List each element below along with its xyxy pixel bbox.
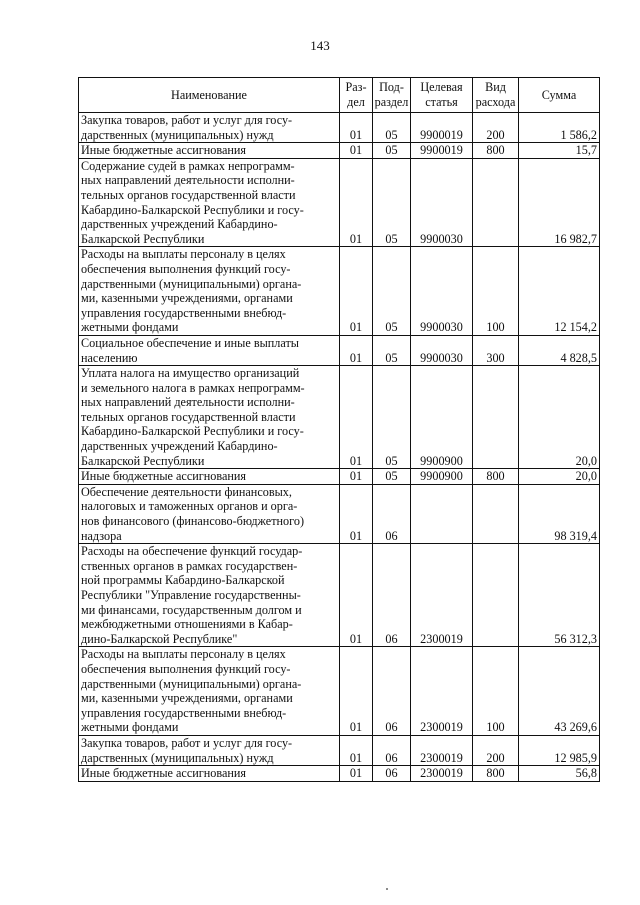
cell-expense-type: 100 <box>473 247 519 336</box>
cell-name-line: Расходы на выплаты персоналу в целях <box>81 647 286 662</box>
cell-expense-type <box>473 158 519 247</box>
cell-name-line: нов финансового (финансово-бюджетного) <box>81 514 304 529</box>
cell-name-line: дарственных (муниципальных) нужд <box>81 127 274 142</box>
cell-section: 01 <box>340 366 373 469</box>
header-subsection-line2: раздел <box>374 95 409 109</box>
cell-expense-type: 300 <box>473 335 519 365</box>
cell-target: 2300019 <box>411 735 473 765</box>
cell-name-line: обеспечения выполнения функций госу- <box>81 261 291 276</box>
cell-name-line: управления государственными внебюд- <box>81 705 287 720</box>
cell-subsection: 05 <box>373 143 411 159</box>
cell-amount: 20,0 <box>519 469 600 485</box>
cell-section: 01 <box>340 766 373 782</box>
cell-name-line: Республики "Управление государственны- <box>81 588 301 602</box>
cell-name-line: ми, казенными учреждениями, органами <box>81 291 293 306</box>
cell-name <box>79 158 340 247</box>
cell-name-line: и земельного налога в рамках непрограмм- <box>81 380 305 395</box>
cell-name-line: Кабардино-Балкарской Республики и госу- <box>81 202 304 217</box>
cell-expense-type: 100 <box>473 647 519 736</box>
cell-name-line: Иные бюджетные ассигнования <box>81 143 247 158</box>
header-subsection-line1: Под- <box>379 80 404 94</box>
cell-section: 01 <box>340 113 373 143</box>
table-row <box>79 335 600 365</box>
cell-name-line: ми, казенными учреждениями, органами <box>81 691 293 706</box>
header-expense-type-line2: расхода <box>475 95 516 109</box>
cell-name-line: Балкарской Республики <box>81 231 205 246</box>
cell-name-line: Иные бюджетные ассигнования <box>81 469 247 484</box>
cell-name-line: жетными фондами <box>81 320 179 335</box>
header-expense-type-line1: Вид <box>485 80 506 94</box>
cell-target: 2300019 <box>411 544 473 647</box>
cell-subsection: 05 <box>373 247 411 336</box>
cell-name-line: дарственными (муниципальными) органа- <box>81 276 302 291</box>
cell-name <box>79 247 340 336</box>
cell-section: 01 <box>340 335 373 365</box>
cell-expense-type <box>473 366 519 469</box>
header-amount: Сумма <box>519 78 600 113</box>
cell-target: 2300019 <box>411 647 473 736</box>
cell-section: 01 <box>340 158 373 247</box>
cell-subsection: 05 <box>373 366 411 469</box>
cell-name-line: Содержание судей в рамках непрограмм- <box>81 158 295 173</box>
cell-name-line: тельных органов государственной власти <box>81 187 296 202</box>
budget-table <box>78 77 600 782</box>
header-section <box>340 78 373 113</box>
cell-name <box>79 113 340 143</box>
cell-name <box>79 544 340 647</box>
cell-name-line: Кабардино-Балкарской Республики и госу- <box>81 424 304 439</box>
table-row <box>79 766 600 782</box>
cell-section: 01 <box>340 735 373 765</box>
cell-name-line: Закупка товаров, работ и услуг для госу- <box>81 113 293 127</box>
header-name: Наименование <box>79 78 340 113</box>
cell-name-line: дино-Балкарской Республике" <box>81 631 238 646</box>
table-row <box>79 143 600 159</box>
cell-name <box>79 143 340 159</box>
cell-expense-type <box>473 544 519 647</box>
cell-amount: 15,7 <box>519 143 600 159</box>
cell-amount: 20,0 <box>519 366 600 469</box>
cell-name-line: ных направлений деятельности исполни- <box>81 173 295 188</box>
header-subsection <box>373 78 411 113</box>
header-target-line2: статья <box>425 95 458 109</box>
cell-target <box>411 484 473 543</box>
table-row <box>79 484 600 543</box>
cell-subsection: 06 <box>373 544 411 647</box>
cell-amount: 12 985,9 <box>519 735 600 765</box>
table-row <box>79 647 600 736</box>
cell-amount: 4 828,5 <box>519 335 600 365</box>
cell-name-line: Расходы на выплаты персоналу в целях <box>81 247 286 262</box>
cell-name-line: дарственных учреждений Кабардино- <box>81 217 278 232</box>
cell-subsection: 06 <box>373 766 411 782</box>
cell-name-line: дарственными (муниципальными) органа- <box>81 676 302 691</box>
cell-subsection: 05 <box>373 335 411 365</box>
table-row <box>79 113 600 143</box>
cell-name-line: Балкарской Республики <box>81 453 205 468</box>
cell-name <box>79 735 340 765</box>
cell-name-line: Обеспечение деятельности финансовых, <box>81 484 292 499</box>
cell-name-line: ственных органов в рамках государствен- <box>81 558 298 573</box>
cell-name-line: Расходы на обеспечение функций государ- <box>81 544 303 559</box>
table-body <box>79 113 600 782</box>
cell-target: 9900030 <box>411 335 473 365</box>
cell-expense-type: 200 <box>473 735 519 765</box>
table-row <box>79 469 600 485</box>
cell-expense-type: 800 <box>473 143 519 159</box>
table-row <box>79 544 600 647</box>
cell-name <box>79 335 340 365</box>
cell-name <box>79 766 340 782</box>
cell-target: 9900019 <box>411 143 473 159</box>
table-row <box>79 247 600 336</box>
header-target <box>411 78 473 113</box>
cell-name-line: обеспечения выполнения функций госу- <box>81 661 291 676</box>
cell-section: 01 <box>340 544 373 647</box>
cell-name-line: Уплата налога на имущество организаций <box>81 366 300 381</box>
header-expense-type <box>473 78 519 113</box>
cell-name-line: Иные бюджетные ассигнования <box>81 766 247 781</box>
cell-name-line: ной программы Кабардино-Балкарской <box>81 573 285 588</box>
header-section-line1: Раз- <box>345 80 367 94</box>
cell-expense-type: 200 <box>473 113 519 143</box>
cell-expense-type: 800 <box>473 469 519 485</box>
cell-subsection: 05 <box>373 469 411 485</box>
cell-name-line: Закупка товаров, работ и услуг для госу- <box>81 735 293 750</box>
cell-target: 9900030 <box>411 158 473 247</box>
cell-name-line: управления государственными внебюд- <box>81 305 287 320</box>
cell-section: 01 <box>340 484 373 543</box>
cell-name-line: ных направлений деятельности исполни- <box>81 395 295 410</box>
cell-name <box>79 647 340 736</box>
cell-target: 9900030 <box>411 247 473 336</box>
cell-name-line: налоговых и таможенных органов и орга- <box>81 499 298 514</box>
cell-name-line: надзора <box>81 528 122 543</box>
cell-expense-type: 800 <box>473 766 519 782</box>
cell-name-line: межбюджетными отношениями в Кабар- <box>81 617 293 632</box>
table-row <box>79 158 600 247</box>
cell-section: 01 <box>340 647 373 736</box>
cell-amount: 1 586,2 <box>519 113 600 143</box>
cell-amount: 16 982,7 <box>519 158 600 247</box>
table-header-row <box>79 78 600 113</box>
table-row <box>79 735 600 765</box>
cell-amount: 56 312,3 <box>519 544 600 647</box>
cell-name-line: тельных органов государственной власти <box>81 409 296 424</box>
cell-name <box>79 366 340 469</box>
cell-name <box>79 484 340 543</box>
cell-subsection: 06 <box>373 647 411 736</box>
cell-target: 9900019 <box>411 113 473 143</box>
cell-target: 9900900 <box>411 469 473 485</box>
cell-amount: 56,8 <box>519 766 600 782</box>
cell-target: 9900900 <box>411 366 473 469</box>
cell-section: 01 <box>340 247 373 336</box>
cell-subsection: 06 <box>373 735 411 765</box>
cell-target: 2300019 <box>411 766 473 782</box>
cell-name-line: жетными фондами <box>81 720 179 735</box>
cell-name-line: населению <box>81 350 138 365</box>
cell-amount: 98 319,4 <box>519 484 600 543</box>
cell-section: 01 <box>340 469 373 485</box>
header-target-line1: Целевая <box>420 80 463 94</box>
cell-expense-type <box>473 484 519 543</box>
page-number: 143 <box>310 38 330 53</box>
cell-name-line: дарственных (муниципальных) нужд <box>81 750 274 765</box>
cell-name-line: ми финансами, государственным долгом и <box>81 602 302 617</box>
cell-name <box>79 469 340 485</box>
cell-subsection: 05 <box>373 113 411 143</box>
cell-name-line: дарственных учреждений Кабардино- <box>81 439 278 454</box>
cell-section: 01 <box>340 143 373 159</box>
cell-name-line: Социальное обеспечение и иные выплаты <box>81 335 299 350</box>
header-section-line2: дел <box>347 95 365 109</box>
table-row <box>79 366 600 469</box>
cell-amount: 43 269,6 <box>519 647 600 736</box>
scan-speck <box>386 888 388 890</box>
cell-subsection: 06 <box>373 484 411 543</box>
cell-subsection: 05 <box>373 158 411 247</box>
cell-amount: 12 154,2 <box>519 247 600 336</box>
